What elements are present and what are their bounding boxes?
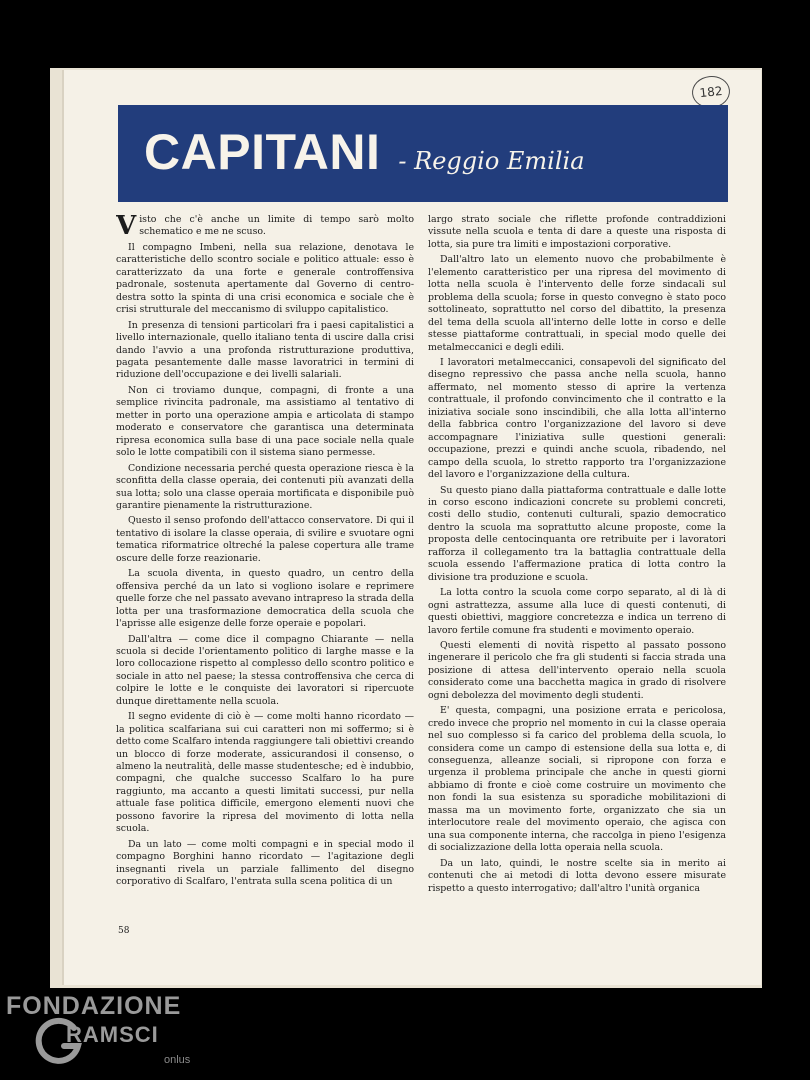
paragraph: Questi elementi di novità rispetto al passato possono ingenerare il pericolo che fra gli studenti si faccia strada una posizione di attesa dell'intervento operaio nella scuola considerato come una bacchetta magica in grado di risolvere ogni debolezza del movimento degli studenti. (428, 639, 726, 701)
left-column (116, 214, 414, 914)
paragraph: Il compagno Imbeni, nella sua relazione, denotava le caratteristiche dello scontro sociale e politico attuale: esso è caratterizzato da una forte e generale controffensiva padronale, sostenuta apertamente dal Governo di centro-destra sotto la spinta di una crisi economica e sociale che è crisi strutturale del meccanismo di sviluppo capitalistico. (116, 241, 414, 316)
paragraph: Condizione necessaria perché questa operazione riesca è la sconfitta della classe operaia, dei contenuti più avanzati della sua lotta; solo una classe operaia mortificata e disponibile può garantire pienamente la ristrutturazione. (116, 462, 414, 511)
paragraph: Questo il senso profondo dell'attacco conservatore. Di qui il tentativo di isolare la classe operaia, di svilire e svuotare ogni tematica riformatrice oltreché la palese copertura alle trame oscure delle forze reazionarie. (116, 515, 414, 564)
paragraph: Non ci troviamo dunque, compagni, di fronte a una semplice rivincita padronale, ma assistiamo al tentativo di metter in porto una operazione ampia e articolata di stampo moderato e conservatore che garantisca una determinata ripresa economica sulla base di una pace sociale nella quale solo le lotte compatibili con il sistema siano permesse. (116, 384, 414, 459)
page-subtitle: - Reggio Emilia (398, 147, 585, 175)
watermark-line1: FONDAZIONE (6, 992, 182, 1020)
watermark-logo (4, 992, 264, 1078)
paragraph: I lavoratori metalmeccanici, consapevoli del significato del disegno repressivo che passa anche nella scuola, hanno affermato, nel momento stesso di aprire la vertenza contrattuale, il profondo convincimento che il contratto e la iniziativa sociale sono inscindibili, che alla lotta all'interno della fabbrica contro l'organizzazione del lavoro si deve accompagnare l'iniziativa sulle questioni generali: occupazione, prezzi e quindi anche scuola, ribadendo, nel campo della scuola, lo stretto rapporto tra l'organizzazione del lavoro e l'organizzazione della cultura. (428, 356, 726, 481)
archive-stamp: 182 (690, 74, 731, 110)
paragraph: Dall'altro lato un elemento nuovo che probabilmente è l'elemento caratteristico per una ripresa del movimento di lotta nella scuola è l'intervento delle forze sindacali sul problema della scuola; forse in questo convegno è stato poco sottolineato, soprattutto nel corso del dibattito, la presenza del tema della scuola all'interno delle lotte in corso e delle stesse piattaforme contrattuali, in special modo quelle dei metalmeccanici e degli edili. (428, 254, 726, 353)
watermark-line2: RAMSCI (66, 1022, 159, 1047)
paragraph: Il segno evidente di ciò è — come molti hanno ricordato — la politica scalfariana sui cui caratteri non mi soffermo; si è detto come Scalfaro intenda raggiungere tali obiettivi creando un blocco di forze moderate, assicurandosi il consenso, o almeno la neutralità, delle masse studentesche; ed è indubbio, compagni, che qualche successo Scalfaro lo ha pure raggiunto, ma accanto a questi limitati successi, pur nella attuale fase politica difficile, emergono elementi nuovi che possono favorire la ripresa del movimento di lotta nella scuola. (116, 711, 414, 835)
page-number: 58 (118, 926, 130, 936)
paragraph: Dall'altra — come dice il compagno Chiarante — nella scuola si decide l'orientamento politico di larghe masse e la loro collocazione rispetto al complesso dello scontro politico e sociale in atto nel paese; la stessa controffensiva che cerca di colpire le lotte e le conquiste dei lavoratori si ripercuote dunque direttamente nella scuola. (116, 633, 414, 707)
right-column (428, 214, 726, 914)
paragraph: Visto che c'è anche un limite di tempo sarò molto schematico e me ne scuso. (116, 214, 414, 241)
paragraph: In presenza di tensioni particolari fra i paesi capitalistici a livello internazionale, quello italiano tenta di uscire dalla crisi dando l'avvio a una profonda ristrutturazione produttiva, pagata pesantemente dalle masse lavoratrici in termini di riduzione dell'occupazione e dei livelli salariali. (116, 319, 414, 381)
page-title: CAPITANI (144, 124, 381, 180)
paragraph: Su questo piano dalla piattaforma contrattuale e dalle lotte in corso escono indicazioni concrete su problemi concreti, costi dello studio, contenuti culturali, spazio democratico dentro la scuola ma soprattutto alcune proposte, come la proposta delle centocinquanta ore retribuite per i lavoratori rafforza il collegamento tra la battaglia contrattuale della scuola essendo l'affermazione pratica di lotta contro la divisione tra produzione e scuola. (428, 484, 726, 583)
title-banner (118, 105, 728, 202)
watermark-suffix: onlus (164, 1054, 191, 1066)
paragraph: La lotta contro la scuola come corpo separato, al di là di ogni astrattezza, assume alla luce di questi contenuti, di questi obiettivi, maggiore concretezza e indica un terreno di lavoro fertile comune fra studenti e movimento operaio. (428, 587, 726, 636)
paragraph: largo strato sociale che riflette profonde contraddizioni vissute nella scuola e tenta di dare a queste una risposta di lotta, sia pure tra limiti e impostazioni corporative. (428, 214, 726, 250)
paragraph: Da un lato, quindi, le nostre scelte sia in merito ai contenuti che ai metodi di lotta devono essere misurate rispetto a questo interrogativo; dall'altro l'unità organica (428, 857, 726, 894)
paragraph: E' questa, compagni, una posizione errata e pericolosa, credo invece che proprio nel momento in cui la classe operaia nel suo complesso si fa carico del problema della scuola, lo considera come un campo di estensione della sua lotta e, di conseguenza, alleanze sociali, si ripropone con forza e urgenza il problema principale che anche in questi giorni abbiamo di fronte e cioè come costruire un movimento che non fondi la sua esistenza su sporadiche mobilitazioni di massa ma un movimento forte, organizzato che sia un interlocutore reale del movimento operaio, che agisca con una sua componente interna, che raccolga in pieno l'esigenza di socializzazione della lotta operaia nella scuola. (428, 705, 726, 854)
drop-cap: V (116, 214, 137, 241)
paragraph: Da un lato — come molti compagni e in special modo il compagno Borghini hanno ricordato — l'agitazione degli insegnanti rivela un parziale fallimento del disegno corporativo di Scalfaro, l'entrata sulla scena politica di un (116, 838, 414, 888)
paragraph: La scuola diventa, in questo quadro, un centro della offensiva perché da un lato si vogliono isolare e reprimere quelle forze che nel passato avevano intrapreso la strada della lotta per una trasformazione democratica della scuola che l'aprisse alle esigenze delle forze operaie e popolari. (116, 568, 414, 630)
